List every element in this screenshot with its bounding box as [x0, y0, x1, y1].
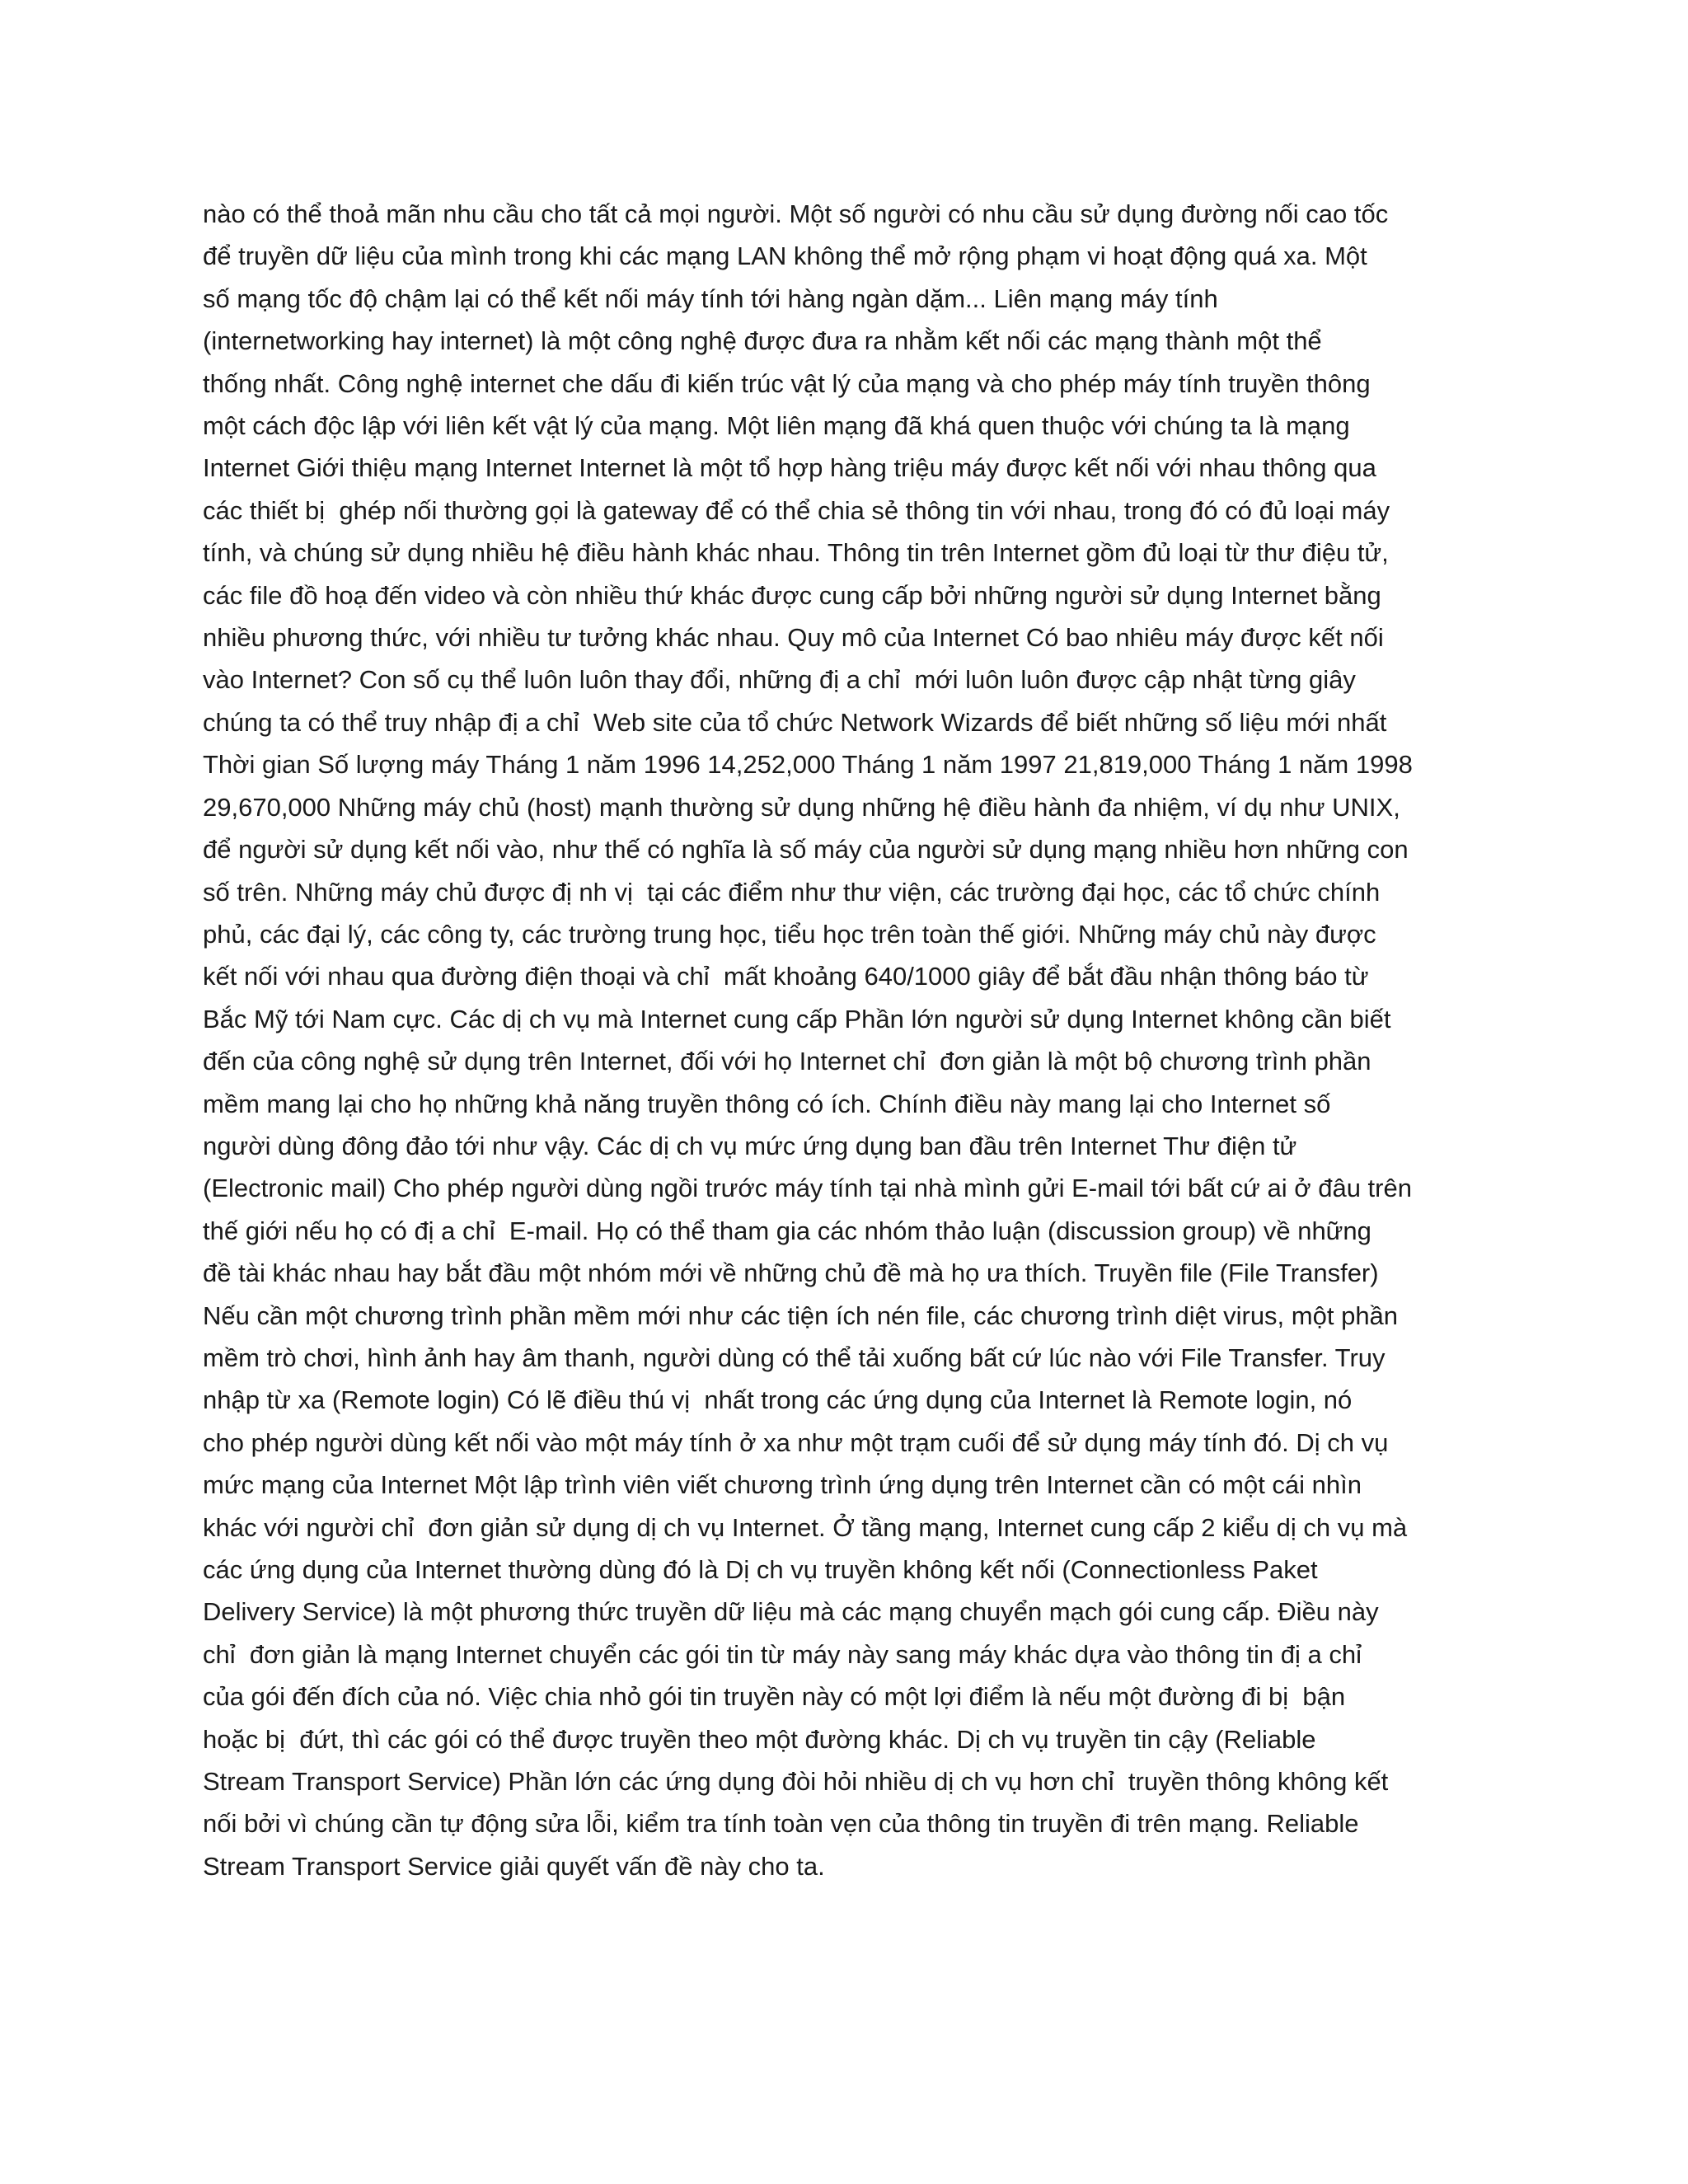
text-line: mức mạng của Internet Một lập trình viên viết chương trình ứng dụng trên Internet cần có một cái nhìn [203, 1470, 1362, 1500]
text-line: mềm trò chơi, hình ảnh hay âm thanh, người dùng có thể tải xuống bất cứ lúc nào với File Transfer. Truy [203, 1343, 1386, 1372]
text-line: một cách độc lập với liên kết vật lý của mạng. Một liên mạng đã khá quen thuộc với chúng ta là mạng [203, 411, 1350, 441]
text-line: số trên. Những máy chủ được đị nh vị tại các điểm như thư viện, các trường đại học, các tổ chức chính [203, 877, 1381, 907]
body-paragraph [203, 193, 1505, 1887]
text-line: chỉ đơn giản là mạng Internet chuyển các gói tin từ máy này sang máy khác dựa vào thông tin đị a chỉ [203, 1639, 1362, 1669]
text-line: số mạng tốc độ chậm lại có thể kết nối máy tính tới hàng ngàn dặm... Liên mạng máy tính [203, 284, 1218, 313]
text-line: đến của công nghệ sử dụng trên Internet, đối với họ Internet chỉ đơn giản là một bộ chương trình phần [203, 1047, 1372, 1076]
text-line: (internetworking hay internet) là một công nghệ được đưa ra nhằm kết nối các mạng thành một thể [203, 326, 1322, 356]
text-line: các ứng dụng của Internet thường dùng đó là Dị ch vụ truyền không kết nối (Connectionless Paket [203, 1555, 1318, 1584]
text-line: nhiều phương thức, với nhiều tư tưởng khác nhau. Quy mô của Internet Có bao nhiêu máy được kết nối [203, 623, 1384, 653]
text-line: thống nhất. Công nghệ internet che dấu đi kiến trúc vật lý của mạng và cho phép máy tính truyền thông [203, 368, 1371, 398]
text-line: phủ, các đại lý, các công ty, các trường trung học, tiểu học trên toàn thế giới. Những máy chủ này được [203, 919, 1376, 949]
text-line: tính, và chúng sử dụng nhiều hệ điều hành khác nhau. Thông tin trên Internet gồm đủ loại từ thư điệu tử, [203, 538, 1389, 568]
text-line: Internet Giới thiệu mạng Internet Internet là một tổ hợp hàng triệu máy được kết nối với nhau thông qua [203, 453, 1376, 483]
text-line: (Electronic mail) Cho phép người dùng ngồi trước máy tính tại nhà mình gửi E-mail tới bất cứ ai ở đâu trên [203, 1174, 1412, 1203]
text-line: của gói đến đích của nó. Việc chia nhỏ gói tin truyền này có một lợi điểm là nếu một đường đi bị bận [203, 1682, 1346, 1712]
text-line: Stream Transport Service giải quyết vấn đề này cho ta. [203, 1851, 825, 1881]
text-line: nào có thể thoả mãn nhu cầu cho tất cả mọi người. Một số người có nhu cầu sử dụng đường nối cao tốc [203, 199, 1389, 228]
text-line: Delivery Service) là một phương thức truyền dữ liệu mà các mạng chuyển mạch gói cung cấp. Điều này [203, 1597, 1379, 1627]
text-line: người dùng đông đảo tới như vậy. Các dị ch vụ mức ứng dụng ban đầu trên Internet Thư điện tử [203, 1131, 1297, 1160]
text-line: để truyền dữ liệu của mình trong khi các mạng LAN không thể mở rộng phạm vi hoạt động quá xa. Một [203, 241, 1367, 271]
text-line: hoặc bị đứt, thì các gói có thể được truyền theo một đường khác. Dị ch vụ truyền tin cậy (Reliable [203, 1724, 1316, 1754]
text-line: Bắc Mỹ tới Nam cực. Các dị ch vụ mà Internet cung cấp Phần lớn người sử dụng Internet không cần biết [203, 1004, 1391, 1033]
text-line: khác với người chỉ đơn giản sử dụng dị ch vụ Internet. Ở tầng mạng, Internet cung cấp 2 kiểu dị ch vụ mà [203, 1512, 1408, 1542]
text-line: Nếu cần một chương trình phần mềm mới như các tiện ích nén file, các chương trình diệt virus, một phần [203, 1301, 1399, 1330]
text-line: nối bởi vì chúng cần tự động sửa lỗi, kiểm tra tính toàn vẹn của thông tin truyền đi trên mạng. Reliable [203, 1809, 1359, 1839]
text-line: các file đồ hoạ đến video và còn nhiều thứ khác được cung cấp bởi những người sử dụng Internet bằng [203, 580, 1381, 610]
text-line: vào Internet? Con số cụ thể luôn luôn thay đổi, những đị a chỉ mới luôn luôn được cập nhật từng giây [203, 665, 1356, 695]
text-line: các thiết bị ghép nối thường gọi là gateway để có thể chia sẻ thông tin với nhau, trong đó có đủ loại máy [203, 495, 1390, 525]
text-line: nhập từ xa (Remote login) Có lẽ điều thú vị nhất trong các ứng dụng của Internet là Remote login, nó [203, 1385, 1353, 1415]
text-line: kết nối với nhau qua đường điện thoại và chỉ mất khoảng 640/1000 giây để bắt đầu nhận thông báo từ [203, 962, 1369, 991]
text-line: để người sử dụng kết nối vào, như thế có nghĩa là số máy của người sử dụng mạng nhiều hơn những con [203, 835, 1409, 865]
text-line: đề tài khác nhau hay bắt đầu một nhóm mới về những chủ đề mà họ ưa thích. Truyền file (File Transfer) [203, 1258, 1379, 1288]
text-line: mềm mang lại cho họ những khả năng truyền thông có ích. Chính điều này mang lại cho Internet số [203, 1089, 1331, 1118]
text-line: chúng ta có thể truy nhập đị a chỉ Web site của tổ chức Network Wizards để biết những số liệu mới nhất [203, 707, 1387, 737]
text-line: cho phép người dùng kết nối vào một máy tính ở xa như một trạm cuối để sử dụng máy tính đó. Dị ch vụ [203, 1427, 1389, 1457]
text-line: Stream Transport Service) Phần lớn các ứng dụng đòi hỏi nhiều dị ch vụ hơn chỉ truyền thông không kết [203, 1767, 1389, 1797]
text-line: 29,670,000 Những máy chủ (host) mạnh thường sử dụng những hệ điều hành đa nhiệm, ví dụ như UNIX, [203, 792, 1400, 822]
text-line: Thời gian Số lượng máy Tháng 1 năm 1996 14,252,000 Tháng 1 năm 1997 21,819,000 Tháng 1 năm 1998 [203, 750, 1413, 780]
text-line: thế giới nếu họ có đị a chỉ E-mail. Họ có thể tham gia các nhóm thảo luận (discussion group) về những [203, 1216, 1372, 1245]
